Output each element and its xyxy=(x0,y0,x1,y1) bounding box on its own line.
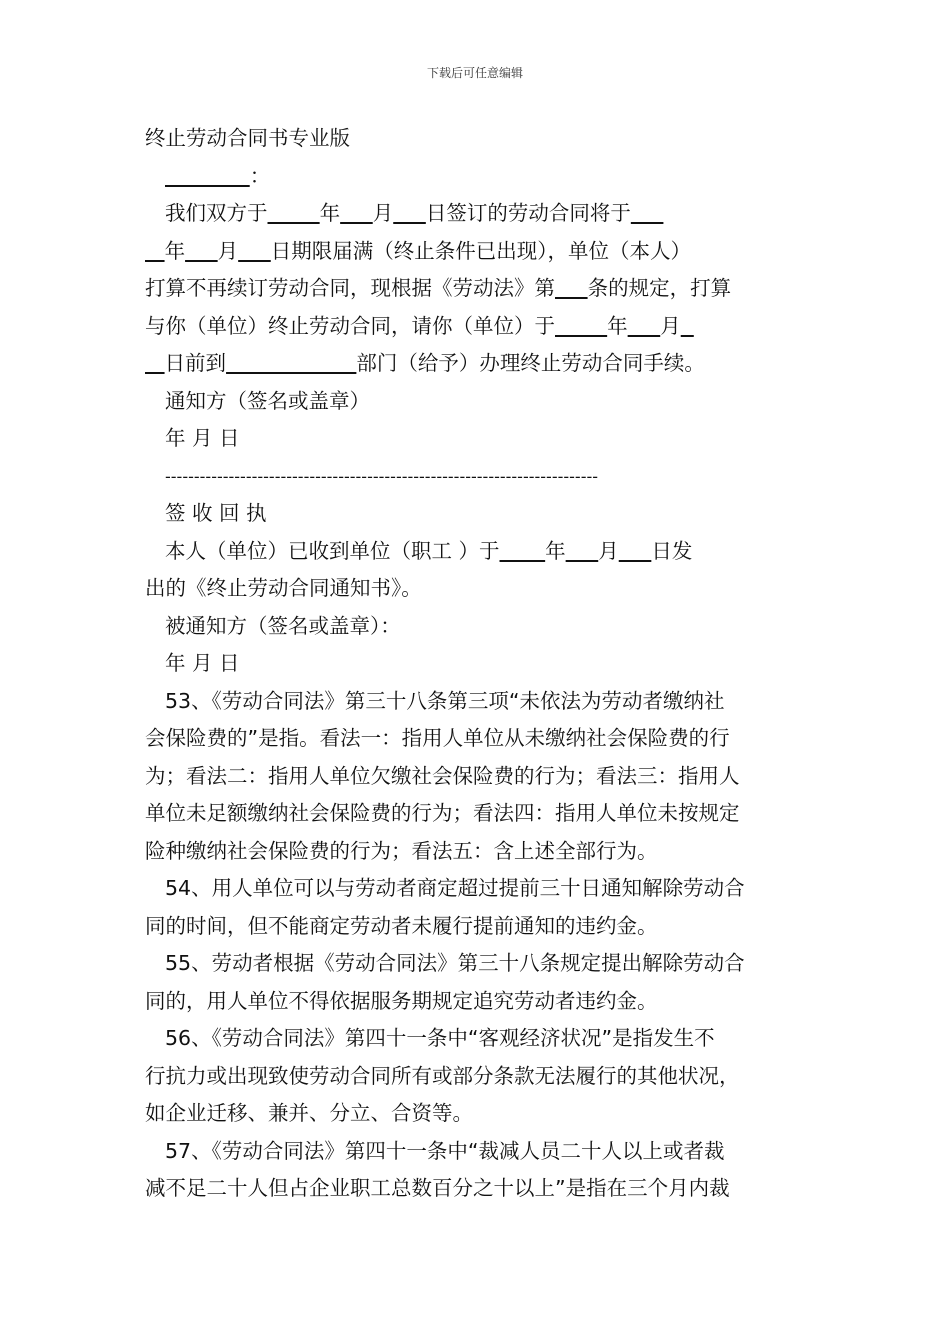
paragraph-line: 53、《劳动合同法》第三十八条第三项“未依法为劳动者缴纳社 xyxy=(165,688,725,713)
text-line xyxy=(145,233,825,271)
text-segment: 年 xyxy=(545,538,566,563)
fill-blank xyxy=(681,314,694,338)
article-paragraph xyxy=(145,1133,825,1208)
text-segment: 日前到 xyxy=(164,351,227,375)
addressee-line xyxy=(145,158,825,196)
notifier-date: 年 月 日 xyxy=(165,426,240,450)
text-segment: 日签订的劳动合同将于 xyxy=(425,201,631,225)
article-paragraph xyxy=(145,870,825,945)
text-segment: 打算不再续订劳动合同，现根据《劳动法》第 xyxy=(145,276,555,300)
text-segment: 月 xyxy=(372,201,394,225)
paragraph-line: 单位未足额缴纳社会保险费的行为；看法四：指用人单位未按规定 xyxy=(145,801,740,825)
fill-blank xyxy=(500,539,546,563)
paragraph-line: 会保险费的”是指。看法一：指用人单位从未缴纳社会保险费的行 xyxy=(145,726,730,750)
text-line xyxy=(145,270,825,308)
paragraph-line: 减不足二十人但占企业职工总数百分之十以上”是指在三个月内裁 xyxy=(145,1176,730,1200)
fill-blank xyxy=(145,239,165,263)
document-title: 终止劳动合同书专业版 xyxy=(145,126,350,150)
fill-blank xyxy=(555,314,607,338)
text-line xyxy=(145,308,825,346)
text-segment: 日期限届满（终止条件已出现），单位（本人） xyxy=(270,238,691,263)
fill-blank xyxy=(619,539,652,563)
text-line xyxy=(145,570,825,608)
paragraph-line: 55、劳动者根据《劳动合同法》第三十八条规定提出解除劳动合 xyxy=(165,951,745,975)
text-segment: 年 xyxy=(164,238,186,263)
fill-blank xyxy=(238,239,271,263)
text-line xyxy=(145,195,825,233)
fill-blank xyxy=(340,201,373,225)
separator-line: --------------------------------------------------------------------------- xyxy=(165,466,599,486)
text-segment: 部门（给予）办理终止劳动合同手续。 xyxy=(356,351,705,375)
paragraph-line: 同的时间，但不能商定劳动者未履行提前通知的违约金。 xyxy=(145,913,658,938)
article-paragraph xyxy=(145,1020,825,1133)
addressee-colon: ： xyxy=(249,163,271,188)
paragraph-line: 险种缴纳社会保险费的行为；看法五：含上述全部行为。 xyxy=(145,838,658,863)
text-segment: 与你（单位）终止劳动合同，请你（单位）于 xyxy=(145,313,555,338)
paragraph-line: 54、用人单位可以与劳动者商定超过提前三十日通知解除劳动合 xyxy=(165,876,745,900)
fill-blank xyxy=(393,201,426,225)
receipt-body xyxy=(145,533,825,608)
text-segment: 年 xyxy=(607,313,628,338)
paragraph-line: 56、《劳动合同法》第四十一条中“客观经济状况”是指发生不 xyxy=(165,1026,715,1050)
fill-blank xyxy=(555,276,588,300)
text-segment: 年 xyxy=(319,201,341,225)
paragraph-line: 如企业迁移、兼并、分立、合资等。 xyxy=(145,1101,473,1125)
fill-blank xyxy=(145,351,165,375)
article-paragraph xyxy=(145,683,825,871)
text-segment: 条的规定，打算 xyxy=(587,276,732,300)
text-segment: 月 xyxy=(598,538,619,563)
fill-blank xyxy=(628,314,661,338)
notified-date: 年 月 日 xyxy=(165,651,240,675)
notice-body xyxy=(145,195,825,383)
articles-section xyxy=(145,683,825,1208)
addressee-blank xyxy=(165,164,250,188)
text-segment: 月 xyxy=(660,313,681,338)
receipt-title: 签 收 回 执 xyxy=(165,501,267,525)
paragraph-line: 57、《劳动合同法》第四十一条中“裁减人员二十人以上或者裁 xyxy=(165,1138,725,1163)
text-line xyxy=(145,533,825,571)
document-body xyxy=(145,120,825,1208)
notified-signature: 被通知方（签名或盖章）： xyxy=(165,613,401,638)
page-header: 下载后可任意编辑 xyxy=(426,66,523,80)
article-paragraph xyxy=(145,945,825,1020)
fill-blank xyxy=(268,201,320,225)
text-segment: 日发 xyxy=(651,538,693,563)
text-segment: 本人（单位）已收到单位（职工 ）于 xyxy=(165,538,500,563)
text-segment: 我们双方于 xyxy=(165,201,268,225)
paragraph-line: 为；看法二：指用人单位欠缴社会保险费的行为；看法三：指用人 xyxy=(145,763,740,788)
fill-blank xyxy=(566,539,599,563)
paragraph-line: 行抗力或出现致使劳动合同所有或部分条款无法履行的其他状况， xyxy=(145,1063,740,1088)
paragraph-line: 同的，用人单位不得依据服务期规定追究劳动者违约金。 xyxy=(145,988,658,1013)
fill-blank xyxy=(631,201,664,225)
fill-blank xyxy=(226,351,356,375)
fill-blank xyxy=(185,239,218,263)
notifier-signature: 通知方（签名或盖章） xyxy=(165,388,370,413)
text-segment: 出的《终止劳动合同通知书》。 xyxy=(145,576,422,600)
text-segment: 月 xyxy=(217,238,239,263)
text-line xyxy=(145,345,825,383)
